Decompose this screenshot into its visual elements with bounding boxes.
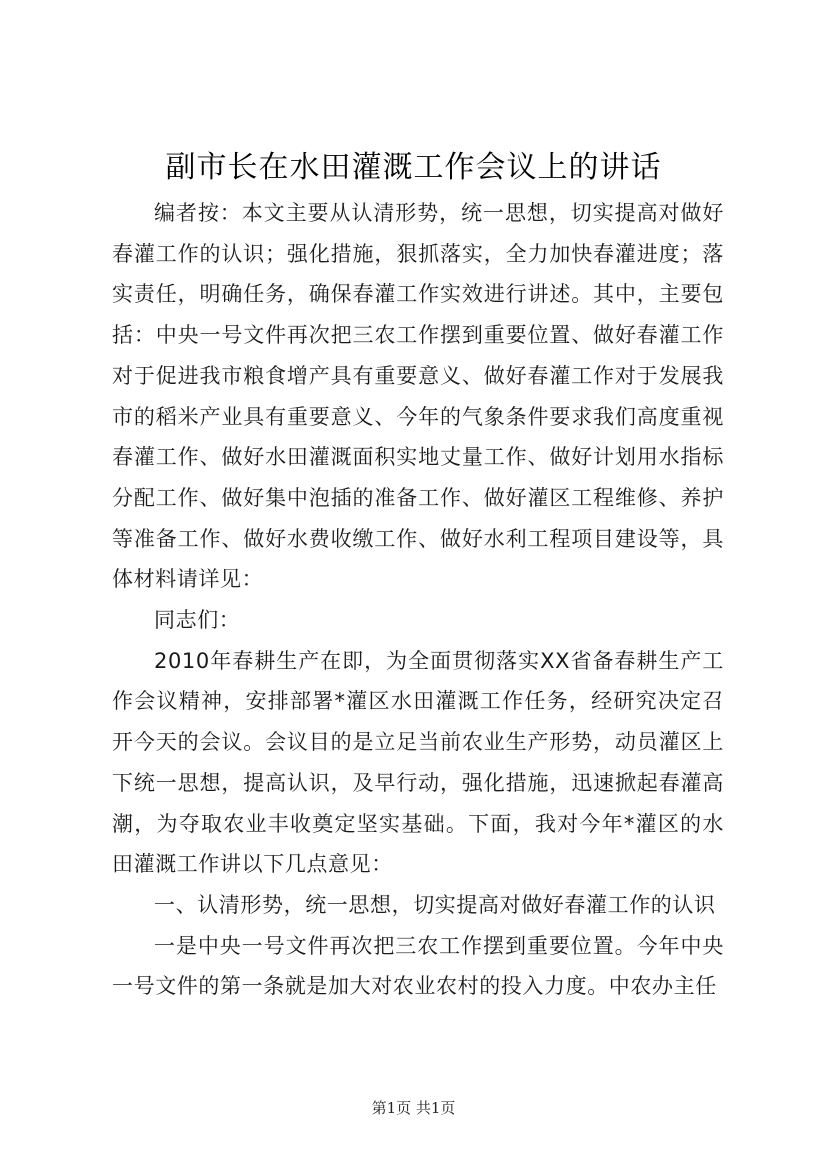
section-heading-1: 一、认清形势，统一思想，切实提高对做好春灌工作的认识 <box>154 892 716 917</box>
document-title: 副市长在水田灌溉工作会议上的讲话 <box>165 150 662 185</box>
salutation-paragraph: 同志们： <box>154 608 241 633</box>
document-body <box>112 193 724 1007</box>
section-1-paragraph: 一是中央一号文件再次把三农工作摆到重要位置。今年中央一号文件的第一条就是加大对农业农村的投入力度。中农办主任 <box>112 933 724 999</box>
editor-note-paragraph: 编者按：本文主要从认清形势，统一思想，切实提高对做好春灌工作的认识；强化措施，狠抓落实，全力加快春灌进度；落实责任，明确任务，确保春灌工作实效进行讲述。其中，主要包括：中央一号文件再次把三农工作摆到重要位置、做好春灌工作对于促进我市粮食增产具有重要意义、做好春灌工作对于发展我市的稻米产业具有重要意义、今年的气象条件要求我们高度重视春灌工作、做好水田灌溉面积实地丈量工作、做好计划用水指标分配工作、做好集中泡插的准备工作、做好灌区工程维修、养护等准备工作、做好水费收缴工作、做好水利工程项目建设等，具体材料请详见： <box>112 201 724 592</box>
page-number-footer: 第1页 共1页 <box>371 1099 456 1117</box>
intro-paragraph: 2010年春耕生产在即，为全面贯彻落实XX省备春耕生产工作会议精神，安排部署*灌区水田灌溉工作任务，经研究决定召开今天的会议。会议目的是立足当前农业生产形势，动员灌区上下统一思想，提高认识，及早行动，强化措施，迅速掀起春灌高潮，为夺取农业丰收奠定坚实基础。下面，我对今年*灌区的水田灌溉工作讲以下几点意见： <box>112 648 724 877</box>
